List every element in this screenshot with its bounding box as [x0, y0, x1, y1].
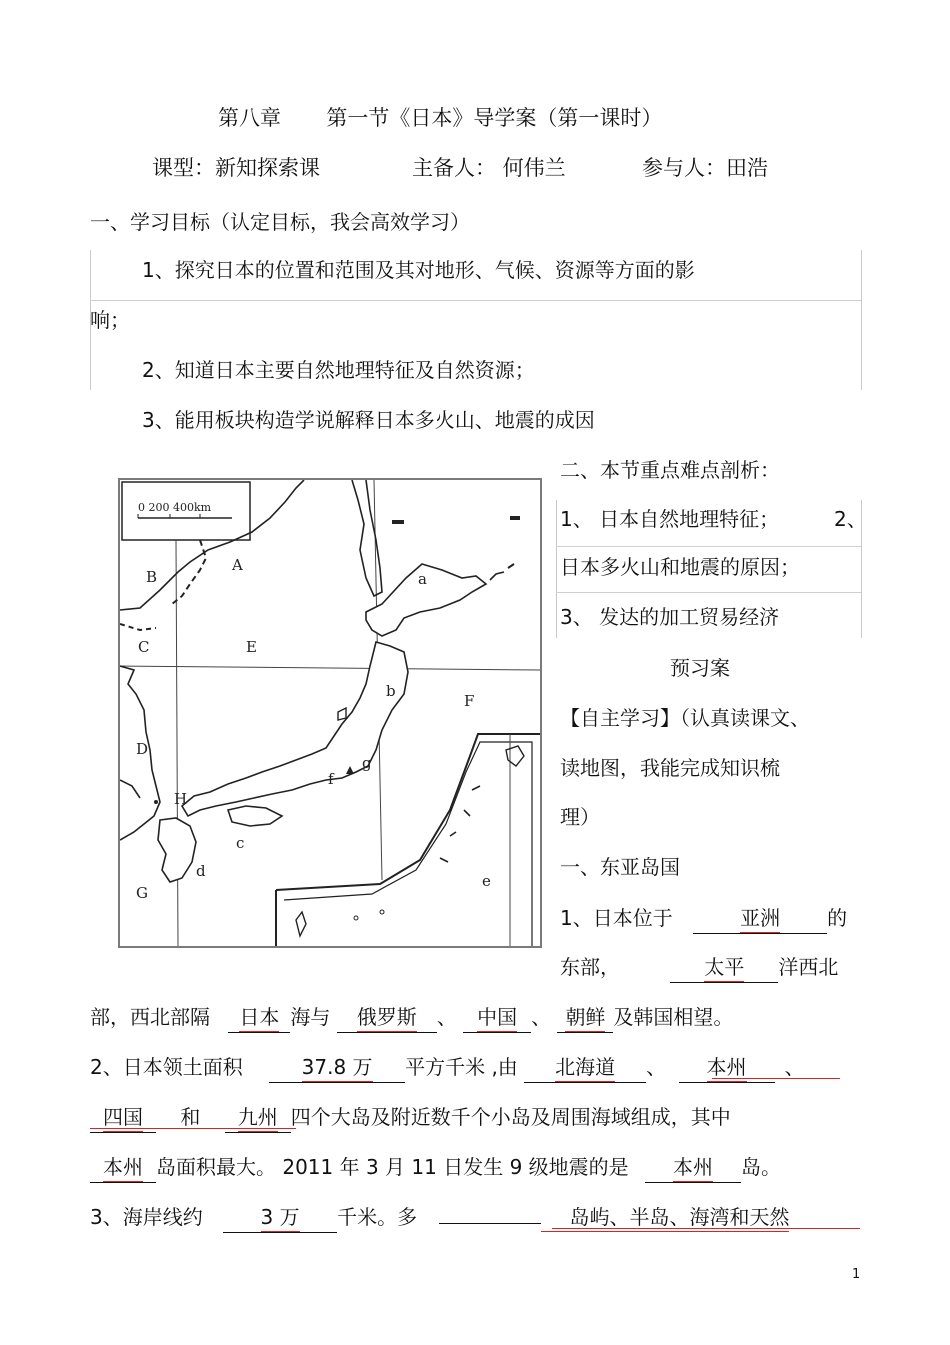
section-east-asia: 一、东亚岛国	[560, 855, 680, 879]
map-label-G: G	[136, 884, 148, 902]
q2-red-underline-2	[90, 1128, 296, 1129]
q1-line-2: 东部， 太平 洋西北	[560, 953, 838, 983]
self-study-line-2: 读地图，我能完成知识梳	[560, 756, 780, 780]
map-label-A: A	[232, 556, 243, 574]
map-label-D: D	[136, 740, 149, 758]
q2-blank-6[interactable]: 本州	[90, 1153, 156, 1183]
q2-blank-4[interactable]: 四国	[90, 1103, 156, 1133]
keypoint-2-num: 2、	[834, 507, 867, 531]
self-study-line-3: 理）	[560, 805, 600, 829]
preview-title: 预习案	[670, 656, 730, 680]
map-label-C: C	[138, 638, 150, 656]
q3-line-1: 3、海岸线约 3 万 千米。多 岛屿、半岛、海湾和天然	[90, 1203, 789, 1233]
japan-map-svg	[120, 480, 540, 946]
q2-blank-1[interactable]: 37.8 万	[269, 1053, 405, 1083]
q1-blank-1[interactable]: 亚洲	[693, 904, 827, 934]
q3-blank-2[interactable]	[439, 1223, 541, 1224]
goals-heading: 一、学习目标（认定目标，我会高效学习）	[90, 210, 470, 234]
section-label: 第一节《日本》导学案（第一课时）	[326, 106, 663, 130]
keypoint-2: 日本多火山和地震的原因；	[560, 555, 800, 579]
map-label-B: B	[146, 568, 158, 586]
q2-blank-5[interactable]: 九州	[225, 1103, 291, 1133]
keypoint-3: 3、 发达的加工贸易经济	[560, 605, 780, 629]
goal-item-3: 3、能用板块构造学说解释日本多火山、地震的成因	[142, 408, 595, 432]
goal-item-2: 2、知道日本主要自然地理特征及自然资源；	[142, 358, 535, 382]
map-label-a: a	[418, 570, 427, 588]
q1-blank-3[interactable]: 日本	[228, 1003, 290, 1033]
q1-line-1: 1、日本位于 亚洲 的	[560, 904, 847, 934]
q3-red-underline	[552, 1228, 860, 1229]
q2-line-2: 四国 和 九州 四个大岛及附近数千个小岛及周围海域组成，其中	[90, 1103, 731, 1133]
participant: 参与人：田浩	[642, 156, 768, 180]
q1-blank-5[interactable]: 中国	[463, 1003, 531, 1033]
q2-blank-7[interactable]: 本州	[645, 1153, 741, 1183]
japan-map	[118, 478, 542, 948]
q1-blank-6[interactable]: 朝鲜	[557, 1003, 613, 1033]
goal-item-1-cont: 响；	[90, 308, 130, 332]
map-label-E: E	[246, 638, 257, 656]
chapter-label: 第八章	[218, 106, 281, 130]
map-label-g: g	[362, 754, 372, 772]
keypoints-heading: 二、本节重点难点剖析：	[560, 458, 780, 482]
map-label-b: b	[386, 682, 396, 700]
keypoints-divider-2	[556, 592, 861, 593]
map-label-f: f	[328, 770, 334, 788]
map-label-H: H	[174, 790, 188, 808]
q3-blank-1[interactable]: 3 万	[223, 1203, 337, 1233]
q1-blank-2[interactable]: 太平	[670, 953, 778, 983]
map-label-e: e	[482, 872, 491, 890]
map-label-F: F	[464, 692, 475, 710]
goals-divider	[90, 300, 861, 301]
q2-blank-2[interactable]: 北海道	[524, 1053, 646, 1083]
q3-answer-2: 岛屿、半岛、海湾和天然	[541, 1203, 789, 1232]
page-number: 1	[852, 1267, 861, 1282]
keypoint-1: 1、 日本自然地理特征；	[560, 507, 780, 531]
page-title	[218, 104, 662, 132]
q1-line-3: 部，西北部隔 日本 海与 俄罗斯 、 中国 、 朝鲜 及韩国相望。	[90, 1003, 733, 1033]
map-scale: 0 200 400km	[138, 501, 212, 514]
q2-red-underline-1	[712, 1078, 840, 1079]
self-study-line-1: 【自主学习】（认真读课文、	[560, 706, 810, 730]
map-label-c: c	[236, 834, 245, 852]
q1-blank-4[interactable]: 俄罗斯	[337, 1003, 437, 1033]
q2-line-3: 本州 岛面积最大。 2011 年 3 月 11 日发生 9 级地震的是 本州 岛。	[90, 1153, 781, 1183]
map-label-d: d	[196, 862, 206, 880]
lesson-type: 课型：新知探索课	[152, 156, 320, 180]
keypoints-divider-1	[556, 546, 861, 547]
q2-line-1: 2、日本领土面积 37.8 万 平方千米 ,由 北海道 、 本州 、	[90, 1053, 805, 1083]
goal-item-1: 1、探究日本的位置和范围及其对地形、气候、资源等方面的影	[142, 258, 695, 282]
preparer: 主备人： 何伟兰	[412, 156, 566, 180]
q2-blank-3[interactable]: 本州	[679, 1053, 775, 1083]
